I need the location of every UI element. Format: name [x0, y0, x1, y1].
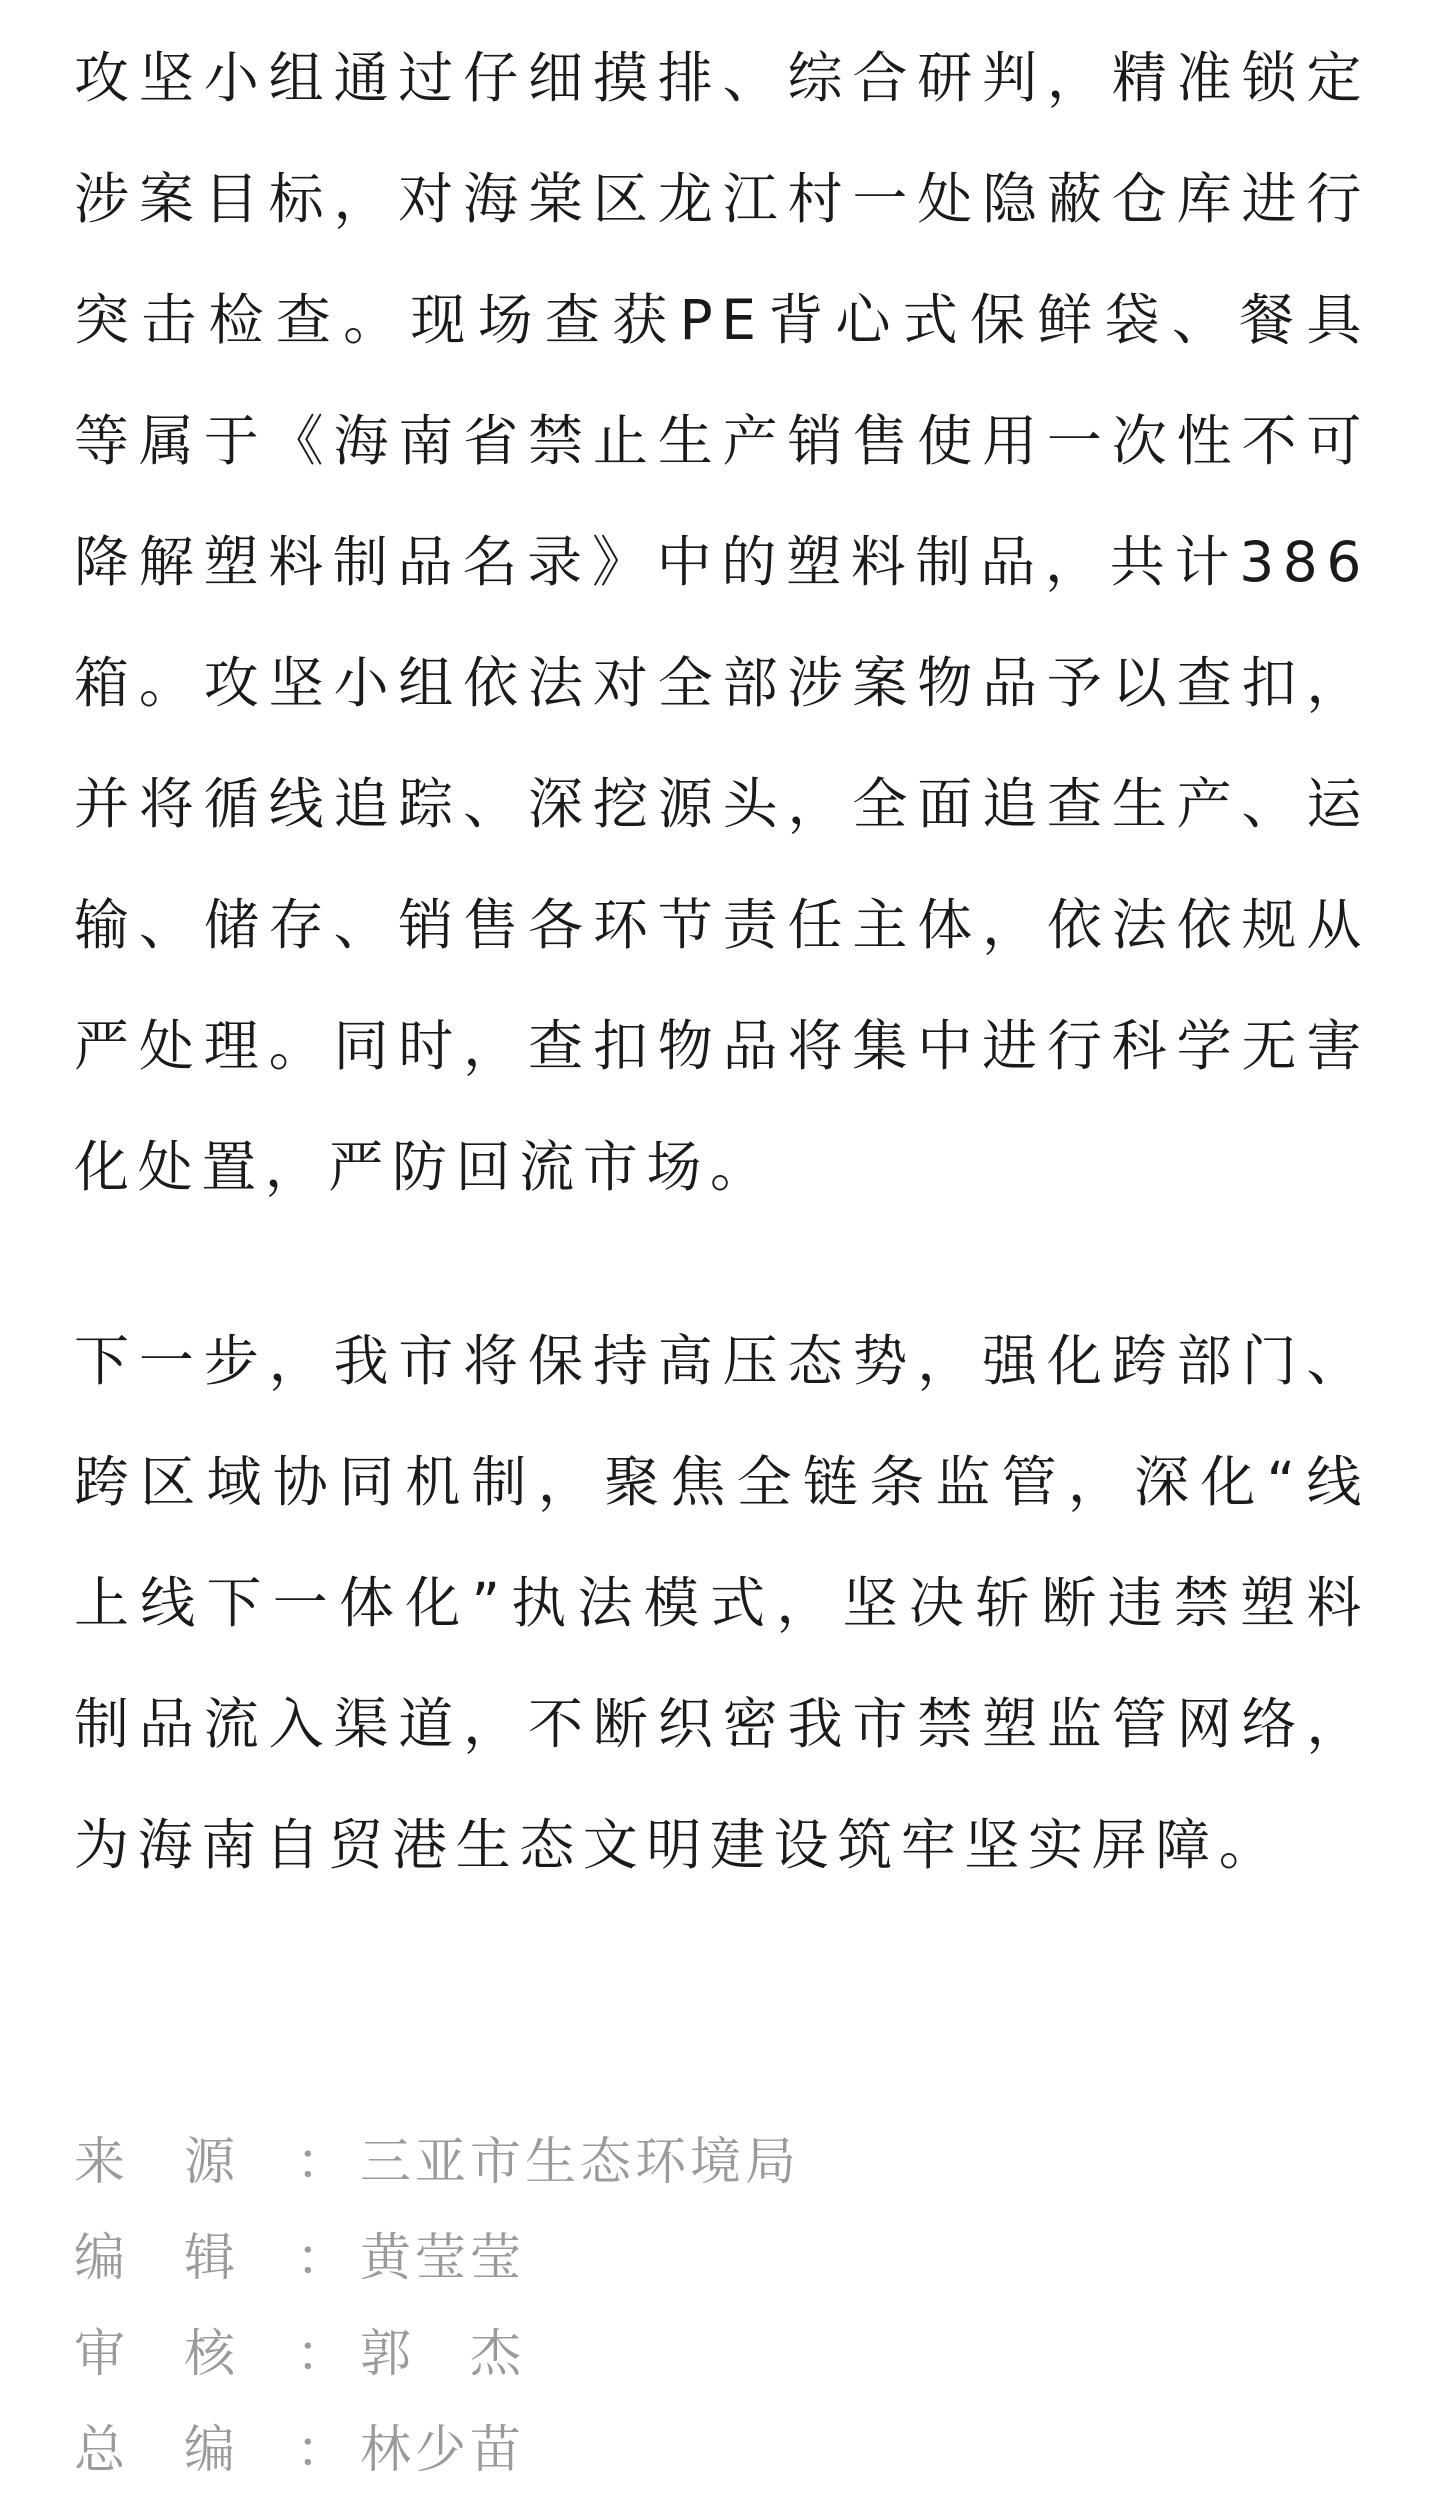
credit-label: 来 源 — [74, 2133, 240, 2192]
credit-reviewer — [74, 2307, 800, 2403]
text-line: 严处理。同时，查扣物品将集中进行科学无害 — [74, 1014, 1370, 1078]
credit-editor — [74, 2211, 800, 2307]
credit-value: 林少苗 — [360, 2421, 526, 2480]
text-line: 上线下一体化”执法模式，坚决斩断违禁塑料 — [74, 1571, 1370, 1635]
text-line: 涉案目标，对海棠区龙江村一处隐蔽仓库进行 — [74, 167, 1370, 231]
credit-source — [74, 2115, 800, 2211]
credit-colon: ： — [296, 2229, 352, 2288]
credit-label: 总 编 — [74, 2421, 240, 2480]
credit-value: 黄莹莹 — [360, 2229, 526, 2288]
text-line: 等属于《海南省禁止生产销售使用一次性不可 — [74, 409, 1370, 473]
credit-value: 三亚市生态环境局 — [360, 2133, 801, 2192]
paragraph-next-steps — [74, 1301, 1370, 1906]
text-line: 为海南自贸港生态文明建设筑牢坚实屏障。 — [74, 1813, 1283, 1877]
text-line: 制品流入渠道，不断织密我市禁塑监管网络， — [74, 1692, 1370, 1756]
credit-colon: ： — [296, 2421, 352, 2480]
credit-colon: ： — [296, 2325, 352, 2384]
text-line: 攻坚小组通过仔细摸排、综合研判，精准锁定 — [74, 46, 1370, 110]
credit-chief-editor — [74, 2403, 800, 2499]
credit-label: 审 核 — [74, 2325, 240, 2384]
text-line: 化处置，严防回流市场。 — [74, 1135, 774, 1199]
text-line: 箱。攻坚小组依法对全部涉案物品予以查扣， — [74, 651, 1370, 715]
text-line: 降解塑料制品名录》中的塑料制品，共计386 — [74, 530, 1370, 594]
text-line: 下一步，我市将保持高压态势，强化跨部门、 — [74, 1329, 1370, 1393]
credit-label: 编 辑 — [74, 2229, 240, 2288]
paragraph-enforcement — [74, 18, 1370, 1228]
credit-colon: ： — [296, 2133, 352, 2192]
text-line: 突击检查。现场查获PE背心式保鲜袋、餐具 — [74, 288, 1370, 352]
text-line: 跨区域协同机制，聚焦全链条监管，深化“线 — [74, 1450, 1370, 1514]
text-line: 输、储存、销售各环节责任主体，依法依规从 — [74, 893, 1370, 957]
text-line: 并将循线追踪、深挖源头，全面追查生产、运 — [74, 772, 1370, 836]
credit-value: 郭 杰 — [360, 2325, 526, 2384]
credits-block — [74, 2115, 800, 2499]
